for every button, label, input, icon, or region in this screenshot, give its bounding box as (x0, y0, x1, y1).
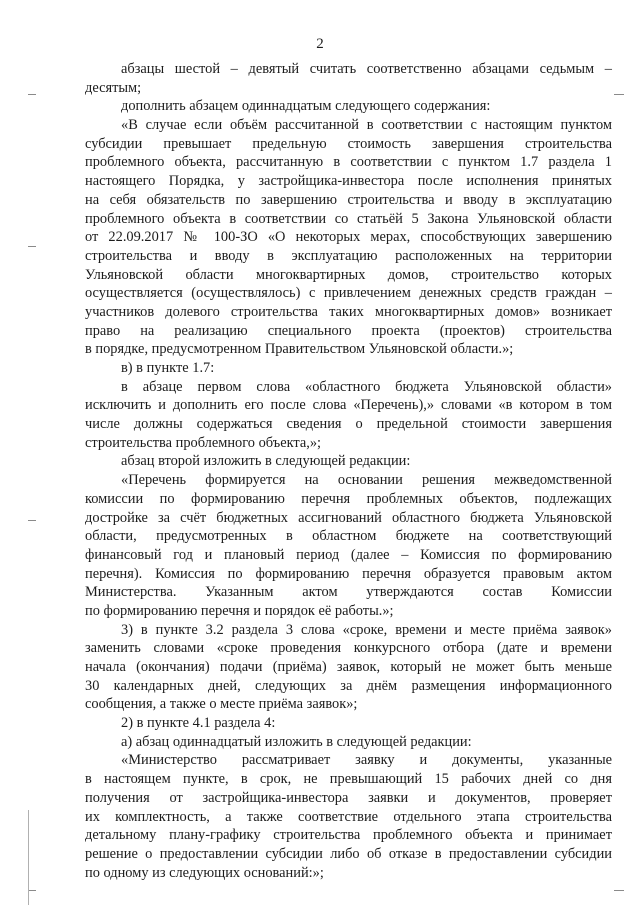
text-line: детальному плану-графику строительства проблемного объекта и принимает (85, 827, 612, 844)
text-line: начала (окончания) подачи (приёма) заявок, который не может быть меньше (85, 659, 612, 675)
text-line: исключить и дополнить его после слова «Перечень),» словами «в котором в том (85, 397, 612, 414)
text-line: участников долевого строительства таких многоквартирных домов» возникает (85, 303, 612, 320)
text-line: субсидии превышает предельную стоимость завершения строительства (85, 135, 612, 152)
margin-mark (28, 246, 36, 247)
text-line: в абзаце первом слова «областного бюджета Ульяновской области» (121, 378, 612, 395)
text-line: заменить словами «сроке проведения конкурсного отбора (дате и времени (85, 640, 612, 657)
text-line: осуществляется (осуществлялось) с привлечением денежных средств граждан – (85, 285, 612, 302)
text-line: «Перечень формируется на основании решения межведомственной (121, 472, 612, 489)
text-line: настоящего Порядка, у застройщика-инвестора после исполнения принятых (85, 173, 612, 190)
margin-mark (28, 520, 36, 521)
text-line: получения от застройщика-инвестора заявки и документов, проверяет (85, 789, 612, 806)
text-line: десятым; (85, 79, 142, 96)
text-line: 3) в пункте 3.2 раздела 3 слова «сроке, времени и месте приёма заявок» (121, 621, 612, 638)
text-line: комиссии по формированию перечня проблемных объектов, подлежащих (85, 490, 612, 507)
margin-mark (614, 890, 624, 891)
text-line: а) абзац одиннадцатый изложить в следующей редакции: (121, 733, 472, 750)
text-line: в настоящем пункте, в срок, не превышающий 15 рабочих дней со дня (85, 771, 612, 788)
text-line: абзацы шестой – девятый считать соответственно абзацами седьмым – (121, 61, 612, 77)
text-line: в) в пункте 1.7: (121, 360, 215, 376)
margin-mark (28, 890, 36, 891)
text-line: абзац второй изложить в следующей редакции: (121, 453, 411, 470)
text-line: Министерства. Указанным актом утверждаются состав Комиссии (85, 584, 612, 601)
text-line: проблемного объекта в соответствии со статьёй 5 Закона Ульяновской области (85, 210, 612, 227)
text-line: области, предусмотренных в областном бюджете на соответствующий (85, 528, 612, 545)
text-line: финансовый год и плановый период (далее – Комиссия по формированию (85, 546, 612, 563)
text-line: 2) в пункте 4.1 раздела 4: (121, 715, 276, 732)
scan-edge-line (28, 810, 29, 905)
text-line: сообщения, а также о месте приёма заявок»; (85, 696, 358, 713)
text-line: право на реализацию специального проекта (проектов) строительства (85, 322, 612, 339)
text-line: в порядке, предусмотренном Правительством Ульяновской области.»; (85, 341, 514, 358)
margin-mark (614, 94, 624, 95)
text-line: «В случае если объём рассчитанной в соответствии с настоящим пунктом (121, 117, 612, 134)
text-line: их комплектность, а также соответствие отдельного этапа строительства (85, 808, 612, 825)
text-line: достройке за счёт бюджетных ассигнований областного бюджета Ульяновской (85, 509, 612, 526)
text-line: проблемного объекта, рассчитанную в соответствии с пунктом 1.7 раздела 1 (85, 154, 612, 171)
text-line: 30 календарных дней, следующих за днём размещения информационного (85, 677, 612, 694)
text-line: строительства проблемного объекта,»; (85, 434, 322, 451)
text-line: от 22.09.2017 № 100-ЗО «О некоторых мерах, способствующих завершению (85, 229, 612, 246)
document-body (85, 60, 612, 882)
text-line: Ульяновской области многоквартирных домов, строительство которых (85, 266, 612, 283)
text-line: «Министерство рассматривает заявку и документы, указанные (121, 752, 612, 769)
text-line: по одному из следующих оснований:»; (85, 864, 324, 881)
text-line: по формированию перечня и порядок её работы.»; (85, 602, 394, 619)
text-line: на себя обязательств по завершению строительства и вводу в эксплуатацию (85, 191, 612, 208)
page-number: 2 (316, 36, 324, 52)
text-line: дополнить абзацем одиннадцатым следующего содержания: (121, 98, 491, 115)
text-line: строительства и вводу в эксплуатацию расположенных на территории (85, 247, 612, 264)
text-line: перечня). Комиссия по формированию перечня образуется правовым актом (85, 565, 612, 582)
text-line: числе должны содержаться сведения о предельной стоимости завершения (85, 416, 612, 433)
margin-mark (28, 94, 36, 95)
text-line: решение о предоставлении субсидии либо об отказе в предоставлении субсидии (85, 845, 612, 862)
